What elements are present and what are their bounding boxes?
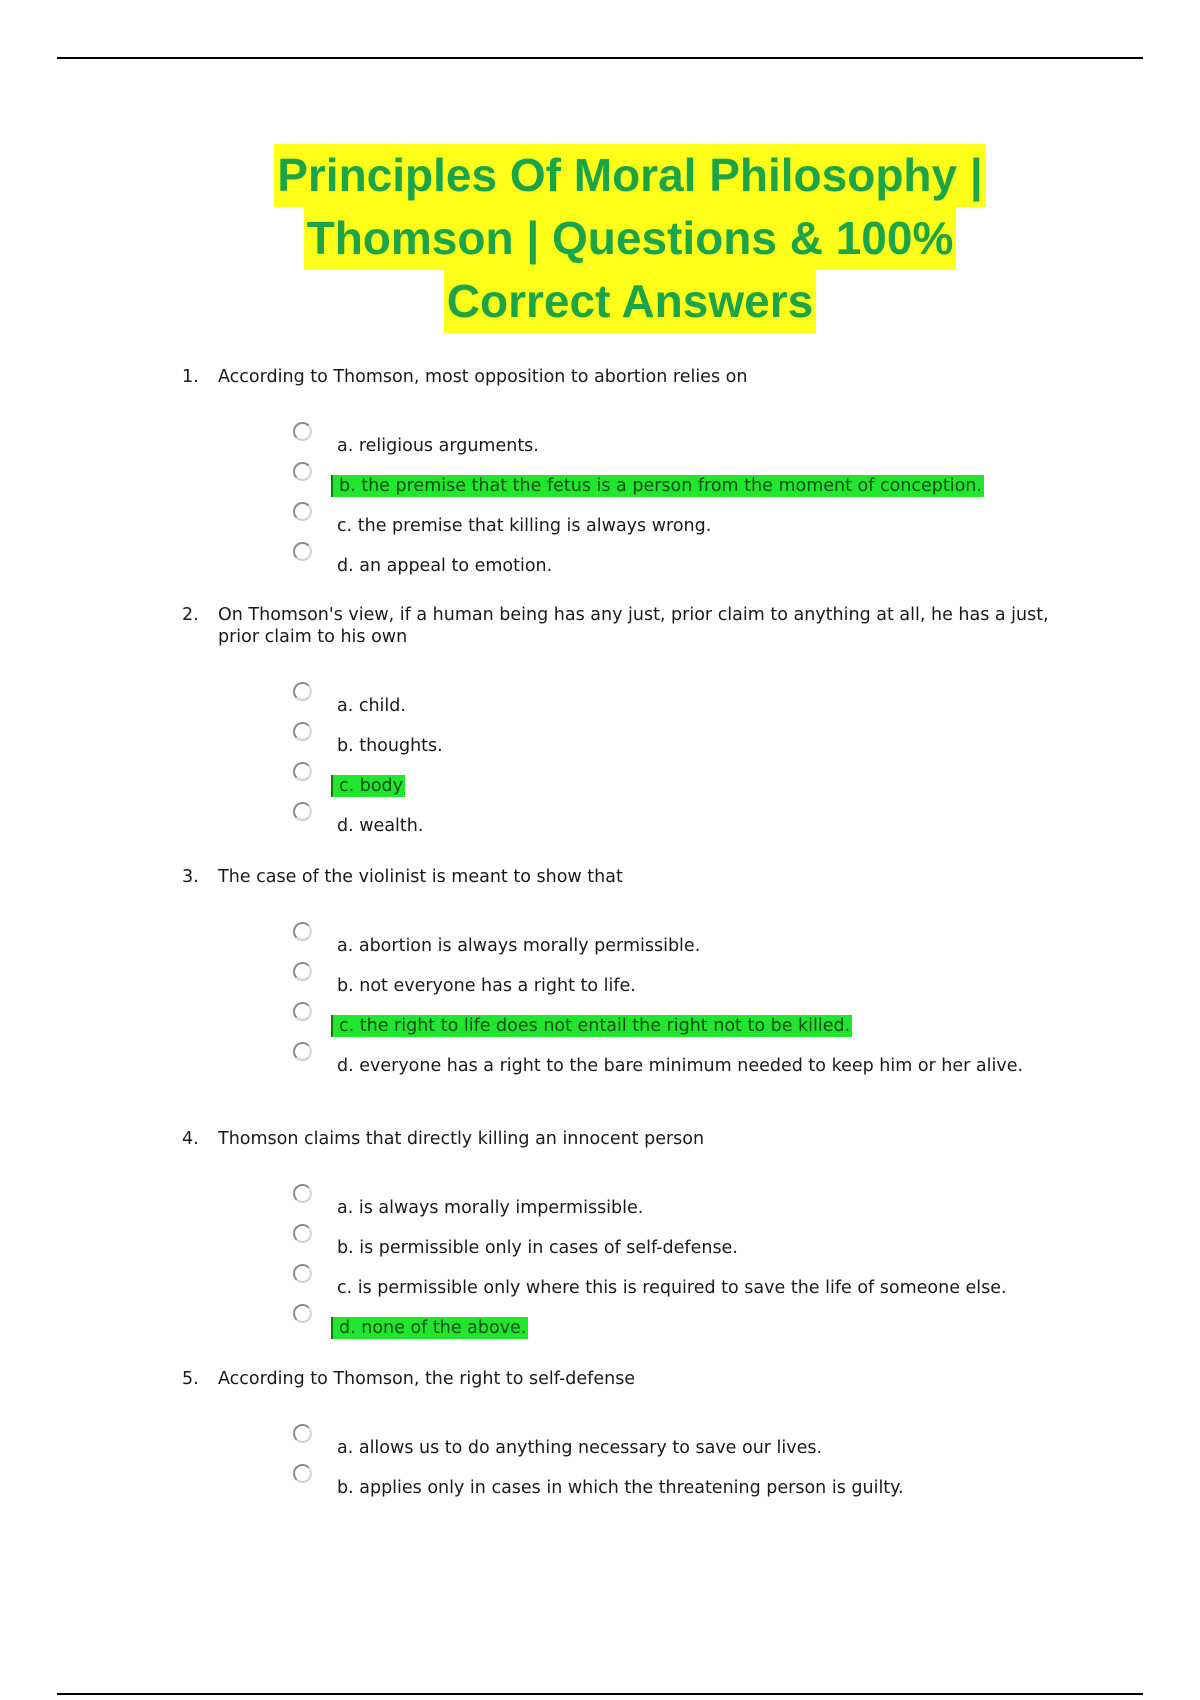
option-label: a. is always morally impermissible.: [337, 1198, 644, 1218]
question-text: On Thomson's view, if a human being has any just, prior claim to anything at all, he has a just, prior claim to his own: [218, 605, 1049, 647]
option-4b[interactable]: [293, 1228, 1073, 1268]
option-5a[interactable]: [293, 1428, 1073, 1468]
option-label: c. the premise that killing is always wrong.: [337, 516, 712, 536]
option-1d[interactable]: [293, 546, 1073, 586]
question-number: 1.: [182, 367, 199, 387]
radio-icon[interactable]: [293, 682, 312, 701]
option-2d[interactable]: [293, 806, 1073, 846]
top-rule: [57, 57, 1143, 59]
option-2a[interactable]: [293, 686, 1073, 726]
question-text: Thomson claims that directly killing an innocent person: [218, 1129, 705, 1149]
option-label: d. everyone has a right to the bare minimum needed to keep him or her alive.: [337, 1056, 1024, 1076]
radio-icon[interactable]: [293, 1264, 312, 1283]
question-text: The case of the violinist is meant to show that: [218, 867, 623, 887]
option-3c[interactable]: [293, 1006, 1073, 1046]
option-1c[interactable]: [293, 506, 1073, 546]
option-label: b. applies only in cases in which the threatening person is guilty.: [337, 1478, 904, 1498]
question-text: According to Thomson, the right to self-defense: [218, 1369, 636, 1389]
radio-icon[interactable]: [293, 1184, 312, 1203]
question-number: 3.: [182, 867, 199, 887]
question-text: According to Thomson, most opposition to abortion relies on: [218, 367, 748, 387]
option-label: a. allows us to do anything necessary to save our lives.: [337, 1438, 823, 1458]
question-number: 4.: [182, 1129, 199, 1149]
question-5: [182, 1368, 1062, 1390]
radio-icon[interactable]: [293, 462, 312, 481]
question-number: 5.: [182, 1369, 199, 1389]
option-label: b. is permissible only in cases of self-defense.: [337, 1238, 738, 1258]
radio-icon[interactable]: [293, 502, 312, 521]
question-2: [182, 604, 1062, 648]
option-3d[interactable]: [293, 1046, 1073, 1108]
radio-icon[interactable]: [293, 1304, 312, 1323]
option-5b[interactable]: [293, 1468, 1073, 1508]
option-4d[interactable]: [293, 1308, 1073, 1348]
option-label: d. wealth.: [337, 816, 424, 836]
radio-icon[interactable]: [293, 1464, 312, 1483]
option-3a[interactable]: [293, 926, 1073, 966]
correct-answer-label: c. body: [331, 775, 405, 797]
radio-icon[interactable]: [293, 922, 312, 941]
title-line-2: Thomson | Questions & 100%: [304, 207, 957, 270]
option-1b[interactable]: [293, 466, 1073, 506]
document-title: [180, 144, 1080, 333]
question-3: [182, 866, 1062, 888]
option-1a[interactable]: [293, 426, 1073, 466]
option-label: a. religious arguments.: [337, 436, 539, 456]
question-1: [182, 366, 1062, 388]
correct-answer-label: d. none of the above.: [331, 1317, 528, 1339]
option-label: a. abortion is always morally permissible.: [337, 936, 701, 956]
bottom-rule: [57, 1693, 1143, 1695]
correct-answer-label: c. the right to life does not entail the right not to be killed.: [331, 1015, 852, 1037]
question-number: 2.: [182, 605, 199, 625]
option-2c[interactable]: [293, 766, 1073, 806]
radio-icon[interactable]: [293, 1002, 312, 1021]
option-label: b. thoughts.: [337, 736, 443, 756]
radio-icon[interactable]: [293, 422, 312, 441]
radio-icon[interactable]: [293, 962, 312, 981]
option-label: b. not everyone has a right to life.: [337, 976, 636, 996]
option-label: a. child.: [337, 696, 406, 716]
option-4a[interactable]: [293, 1188, 1073, 1228]
option-2b[interactable]: [293, 726, 1073, 766]
option-label: c. is permissible only where this is required to save the life of someone else.: [337, 1278, 1007, 1298]
radio-icon[interactable]: [293, 1224, 312, 1243]
option-4c[interactable]: [293, 1268, 1073, 1308]
radio-icon[interactable]: [293, 542, 312, 561]
title-line-1: Principles Of Moral Philosophy |: [274, 144, 986, 207]
question-4: [182, 1128, 1062, 1150]
option-label: d. an appeal to emotion.: [337, 556, 553, 576]
radio-icon[interactable]: [293, 1424, 312, 1443]
radio-icon[interactable]: [293, 802, 312, 821]
title-line-3: Correct Answers: [444, 270, 816, 333]
option-3b[interactable]: [293, 966, 1073, 1006]
radio-icon[interactable]: [293, 722, 312, 741]
radio-icon[interactable]: [293, 762, 312, 781]
correct-answer-label: b. the premise that the fetus is a person from the moment of conception.: [331, 475, 984, 497]
